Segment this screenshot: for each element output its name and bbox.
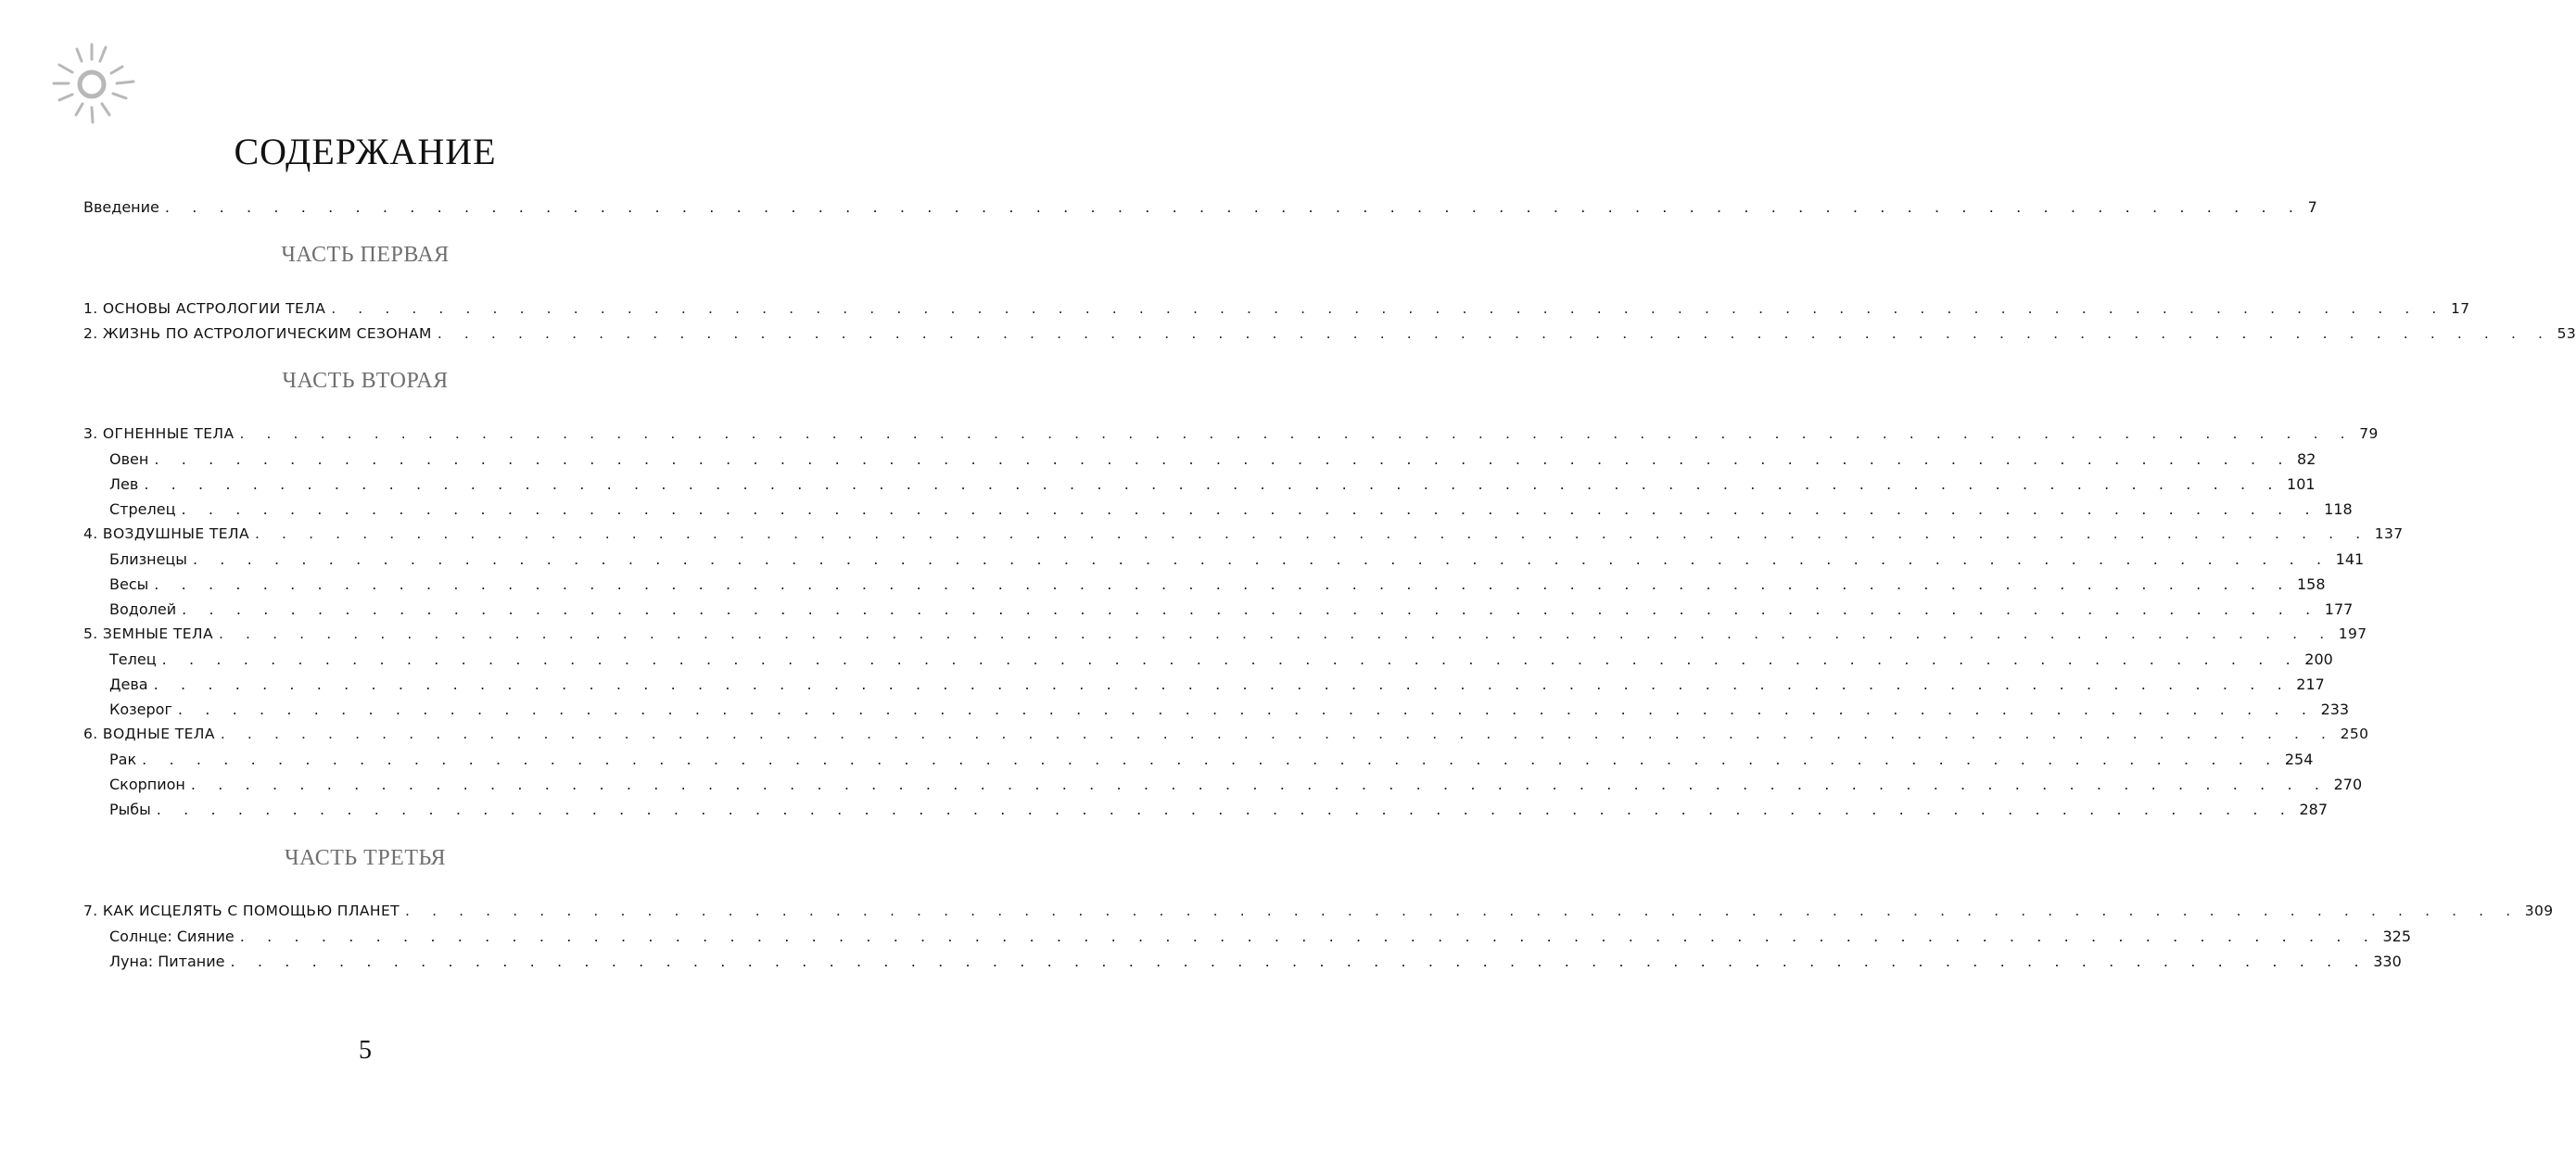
toc-entry-section[interactable] <box>109 797 2329 822</box>
toc-entry-page: 200 <box>2304 650 2333 668</box>
dot-leader: . . . . . . . . . . . . . . . . . . . . . . . . . . . . . . . . . . . . . . . . . . . . . . . . . . . . . . . . . . . . . . . . . . . . . . . . . . . . . . . <box>154 575 2291 593</box>
dot-leader: . . . . . . . . . . . . . . . . . . . . . . . . . . . . . . . . . . . . . . . . . . . . . . . . . . . . . . . . . . . . . . . . . . . . . . . . . . . . . . . <box>192 550 2330 568</box>
toc-entry-chapter[interactable] <box>83 297 2470 322</box>
toc-entry-label: Рыбы <box>109 801 151 818</box>
toc-entry-chapter[interactable] <box>83 522 2404 547</box>
dot-leader: . . . . . . . . . . . . . . . . . . . . . . . . . . . . . . . . . . . . . . . . . . . . . . . . . . . . . . . . . . . . . . . . . . . . . . . . . . . . . . . <box>220 726 2335 742</box>
toc-entry-section[interactable] <box>109 447 2316 472</box>
toc-entry-intro[interactable] <box>83 195 2317 220</box>
toc-entry-section[interactable] <box>109 672 2325 697</box>
toc-entry-label: Лев <box>109 475 139 493</box>
toc-entry-label: Телец <box>109 650 157 668</box>
toc-entry-label: Весы <box>109 575 149 593</box>
sun-icon <box>48 39 137 128</box>
toc-entry-section[interactable] <box>109 497 2353 522</box>
toc-entry-page: 233 <box>2320 701 2350 718</box>
toc-entry-label: Скорпион <box>109 776 185 793</box>
toc-entry-label: 5. ЗЕМНЫЕ ТЕЛА <box>83 625 213 642</box>
toc-entry-section[interactable] <box>109 572 2326 597</box>
toc-entry-page: 79 <box>2359 425 2379 442</box>
toc-entry-section[interactable] <box>109 697 2350 722</box>
dot-leader: . . . . . . . . . . . . . . . . . . . . . . . . . . . . . . . . . . . . . . . . . . . . . . . . . . . . . . . . . . . . . . . . . . . . . . . . . . . . . . . <box>153 676 2291 693</box>
toc-entry-chapter[interactable] <box>83 899 2554 924</box>
toc-entry-label: Дева <box>109 676 148 693</box>
toc-entry-label: 3. ОГНЕННЫЕ ТЕЛА <box>83 425 235 442</box>
toc-entry-label: Введение <box>83 198 159 216</box>
toc-entry-page: 177 <box>2324 600 2354 618</box>
toc-entry-page: 309 <box>2524 903 2554 919</box>
dot-leader: . . . . . . . . . . . . . . . . . . . . . . . . . . . . . . . . . . . . . . . . . . . . . . . . . . . . . . . . . . . . . . . . . . . . . . . . . . . . . . . <box>239 928 2378 945</box>
toc-entry-label: 2. ЖИЗНЬ ПО АСТРОЛОГИЧЕСКИМ СЕЗОНАМ <box>83 325 432 342</box>
toc-entry-page: 53 <box>2557 325 2576 342</box>
toc-entry-label: Близнецы <box>109 550 187 568</box>
dot-leader: . . . . . . . . . . . . . . . . . . . . . . . . . . . . . . . . . . . . . . . . . . . . . . . . . . . . . . . . . . . . . . . . . . . . . . . . . . . . . . . <box>164 198 2303 216</box>
dot-leader: . . . . . . . . . . . . . . . . . . . . . . . . . . . . . . . . . . . . . . . . . . . . . . . . . . . . . . . . . . . . . . . . . . . . . . . . . . . . . . . <box>405 903 2519 919</box>
toc-entry-page: 158 <box>2296 575 2326 593</box>
toc-entry-section[interactable] <box>109 949 2402 974</box>
page-number: 5 <box>359 1036 372 1065</box>
toc-entry-section[interactable] <box>109 472 2316 497</box>
dot-leader: . . . . . . . . . . . . . . . . . . . . . . . . . . . . . . . . . . . . . . . . . . . . . . . . . . . . . . . . . . . . . . . . . . . . . . . . . . . . . . . <box>161 650 2300 668</box>
dot-leader: . . . . . . . . . . . . . . . . . . . . . . . . . . . . . . . . . . . . . . . . . . . . . . . . . . . . . . . . . . . . . . . . . . . . . . . . . . . . . . . <box>144 475 2282 493</box>
toc-entry-page: 254 <box>2284 751 2314 768</box>
toc-entry-page: 82 <box>2297 450 2316 468</box>
toc-entry-page: 7 <box>2307 198 2317 216</box>
toc-entry-page: 287 <box>2299 801 2329 818</box>
dot-leader: . . . . . . . . . . . . . . . . . . . . . . . . . . . . . . . . . . . . . . . . . . . . . . . . . . . . . . . . . . . . . . . . . . . . . . . . . . . . . . . <box>437 325 2552 342</box>
dot-leader: . . . . . . . . . . . . . . . . . . . . . . . . . . . . . . . . . . . . . . . . . . . . . . . . . . . . . . . . . . . . . . . . . . . . . . . . . . . . . . . <box>255 525 2369 542</box>
toc-entry-page: 118 <box>2324 500 2353 518</box>
toc-entry-label: 6. ВОДНЫЕ ТЕЛА <box>83 726 215 742</box>
toc-entry-chapter[interactable] <box>83 722 2369 747</box>
toc-entry-label: Водолей <box>109 600 177 618</box>
toc-entry-label: Стрелец <box>109 500 176 518</box>
dot-leader: . . . . . . . . . . . . . . . . . . . . . . . . . . . . . . . . . . . . . . . . . . . . . . . . . . . . . . . . . . . . . . . . . . . . . . . . . . . . . . . <box>154 450 2292 468</box>
part-heading: ЧАСТЬ ПЕРВАЯ <box>281 243 450 267</box>
toc-entry-page: 17 <box>2450 300 2470 317</box>
dot-leader: . . . . . . . . . . . . . . . . . . . . . . . . . . . . . . . . . . . . . . . . . . . . . . . . . . . . . . . . . . . . . . . . . . . . . . . . . . . . . . . <box>182 600 2319 618</box>
toc-entry-chapter[interactable] <box>83 422 2379 447</box>
dot-leader: . . . . . . . . . . . . . . . . . . . . . . . . . . . . . . . . . . . . . . . . . . . . . . . . . . . . . . . . . . . . . . . . . . . . . . . . . . . . . . . <box>142 751 2279 768</box>
part-heading: ЧАСТЬ ТРЕТЬЯ <box>284 846 447 870</box>
toc-entry-label: Козерог <box>109 701 172 718</box>
toc-entry-section[interactable] <box>109 597 2354 622</box>
toc-entry-page: 325 <box>2382 928 2412 945</box>
toc-entry-label: 1. ОСНОВЫ АСТРОЛОГИИ ТЕЛА <box>83 300 326 317</box>
toc-entry-label: Рак <box>109 751 137 768</box>
toc-entry-page: 250 <box>2340 726 2369 742</box>
toc-entry-page: 137 <box>2374 525 2404 542</box>
toc-entry-section[interactable] <box>109 772 2363 797</box>
toc-entry-section[interactable] <box>109 547 2365 572</box>
dot-leader: . . . . . . . . . . . . . . . . . . . . . . . . . . . . . . . . . . . . . . . . . . . . . . . . . . . . . . . . . . . . . . . . . . . . . . . . . . . . . . . <box>190 776 2329 793</box>
toc-entry-page: 217 <box>2296 676 2325 693</box>
toc-entry-chapter[interactable] <box>83 622 2367 647</box>
dot-leader: . . . . . . . . . . . . . . . . . . . . . . . . . . . . . . . . . . . . . . . . . . . . . . . . . . . . . . . . . . . . . . . . . . . . . . . . . . . . . . . <box>219 625 2333 642</box>
toc-entry-page: 330 <box>2373 953 2402 970</box>
dot-leader: . . . . . . . . . . . . . . . . . . . . . . . . . . . . . . . . . . . . . . . . . . . . . . . . . . . . . . . . . . . . . . . . . . . . . . . . . . . . . . . <box>177 701 2316 718</box>
toc-entry-label: 4. ВОЗДУШНЫЕ ТЕЛА <box>83 525 249 542</box>
part-heading: ЧАСТЬ ВТОРАЯ <box>282 369 449 393</box>
toc-entry-section[interactable] <box>109 647 2333 672</box>
toc-entry-section[interactable] <box>109 924 2412 949</box>
dot-leader: . . . . . . . . . . . . . . . . . . . . . . . . . . . . . . . . . . . . . . . . . . . . . . . . . . . . . . . . . . . . . . . . . . . . . . . . . . . . . . . <box>230 953 2368 970</box>
toc-entry-label: Овен <box>109 450 149 468</box>
toc-entry-label: 7. КАК ИСЦЕЛЯТЬ С ПОМОЩЬЮ ПЛАНЕТ <box>83 903 400 919</box>
toc-entry-label: Луна: Питание <box>109 953 225 970</box>
toc-entry-chapter[interactable] <box>83 322 2576 347</box>
toc-entry-section[interactable] <box>109 747 2314 772</box>
toc-entry-page: 101 <box>2287 475 2316 493</box>
toc-entry-page: 270 <box>2333 776 2363 793</box>
toc-entry-page: 141 <box>2335 550 2365 568</box>
dot-leader: . . . . . . . . . . . . . . . . . . . . . . . . . . . . . . . . . . . . . . . . . . . . . . . . . . . . . . . . . . . . . . . . . . . . . . . . . . . . . . . <box>181 500 2319 518</box>
toc-entry-page: 197 <box>2338 625 2367 642</box>
page-title: СОДЕРЖАНИЕ <box>234 131 497 172</box>
dot-leader: . . . . . . . . . . . . . . . . . . . . . . . . . . . . . . . . . . . . . . . . . . . . . . . . . . . . . . . . . . . . . . . . . . . . . . . . . . . . . . . <box>156 801 2294 818</box>
toc-entry-label: Солнце: Сияние <box>109 928 235 945</box>
dot-leader: . . . . . . . . . . . . . . . . . . . . . . . . . . . . . . . . . . . . . . . . . . . . . . . . . . . . . . . . . . . . . . . . . . . . . . . . . . . . . . . <box>331 300 2445 317</box>
dot-leader: . . . . . . . . . . . . . . . . . . . . . . . . . . . . . . . . . . . . . . . . . . . . . . . . . . . . . . . . . . . . . . . . . . . . . . . . . . . . . . . <box>239 425 2354 442</box>
